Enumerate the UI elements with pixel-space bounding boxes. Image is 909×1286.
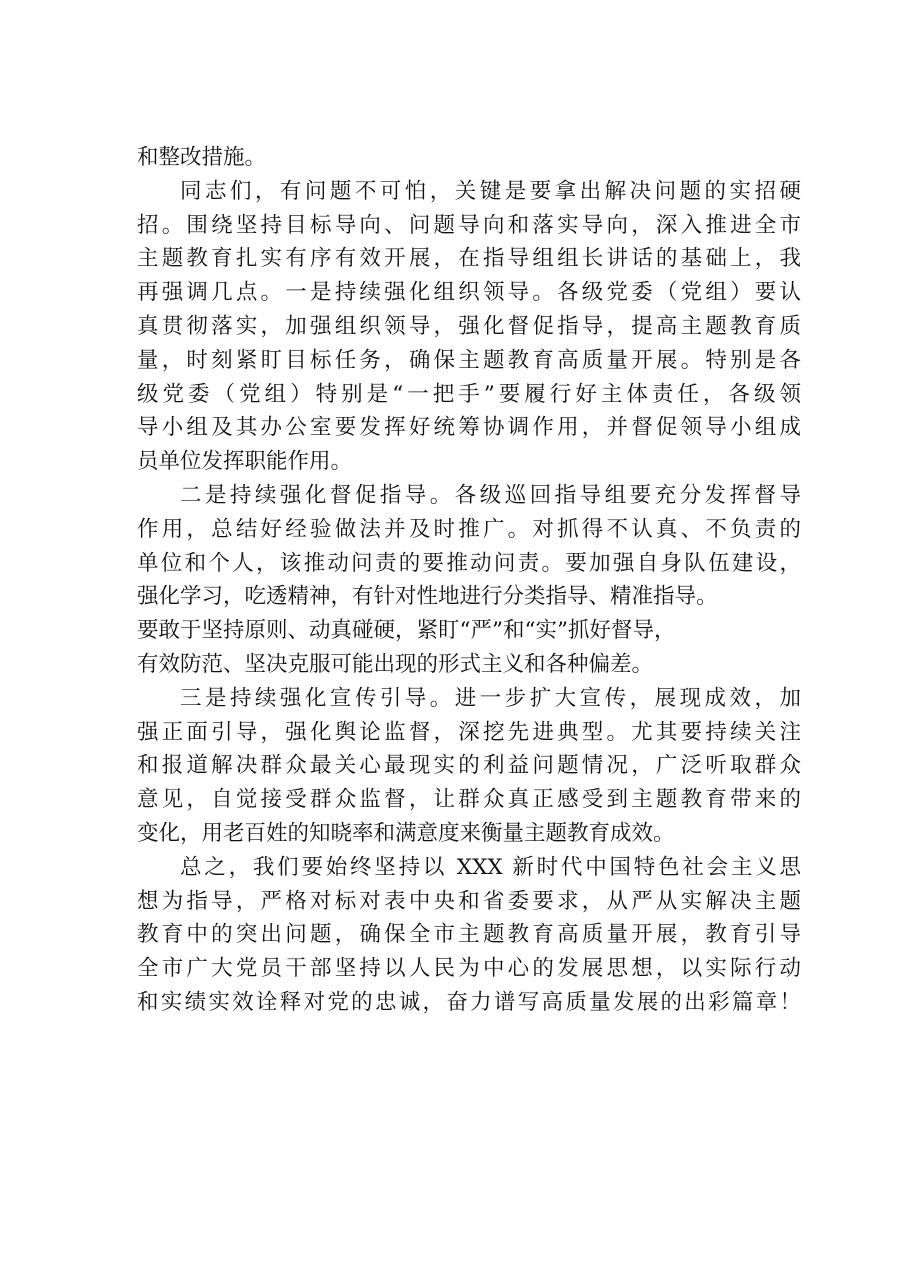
text-line: 招。围绕坚持目标导向、问题导向和落实导向，深入推进全市 bbox=[137, 212, 801, 238]
text-line: 意见，自觉接受群众监督，让群众真正感受到主题教育带来的 bbox=[137, 787, 801, 813]
text-line: 量，时刻紧盯目标任务，确保主题教育高质量开展。特别是各 bbox=[137, 347, 801, 373]
text-line: 教育中的突出问题，确保全市主题教育高质量开展，教育引导 bbox=[137, 922, 801, 948]
document-body bbox=[137, 141, 801, 1020]
paragraph-start-line: 三是持续强化宣传引导。进一步扩大宣传，展现成效，加 bbox=[180, 685, 801, 711]
text-line: 再强调几点。一是持续强化组织领导。各级党委（党组）要认 bbox=[137, 280, 801, 306]
text-line: 导小组及其办公室要发挥好统筹协调作用，并督促领导小组成 bbox=[137, 415, 801, 441]
text-line: 和报道解决群众最关心最现实的利益问题情况，广泛听取群众 bbox=[137, 753, 801, 779]
text-line: 想为指导，严格对标对表中央和省委要求，从严从实解决主题 bbox=[137, 888, 801, 914]
text-line: 员单位发挥职能作用。 bbox=[137, 449, 353, 475]
text-line: 全市广大党员干部坚持以人民为中心的发展思想，以实际行动 bbox=[137, 956, 801, 982]
text-line: 作用，总结好经验做法并及时推广。对抓得不认真、不负责的 bbox=[137, 516, 801, 542]
text-line: 要敢于坚持原则、动真碰硬，紧盯“严”和“实”抓好督导， bbox=[137, 618, 676, 644]
text-line: 单位和个人，该推动问责的要推动问责。要加强自身队伍建设， bbox=[137, 550, 801, 576]
text-line: 变化，用老百姓的知晓率和满意度来衡量主题教育成效。 bbox=[137, 820, 675, 846]
paragraph-start-line: 同志们，有问题不可怕，关键是要拿出解决问题的实招硬 bbox=[180, 178, 801, 204]
text-line: 强正面引导，强化舆论监督，深挖先进典型。尤其要持续关注 bbox=[137, 719, 801, 745]
text-line: 级党委（党组）特别是“一把手”要履行好主体责任，各级领 bbox=[137, 381, 801, 407]
text-line: 强化学习，吃透精神，有针对性地进行分类指导、精准指导。 bbox=[137, 584, 718, 610]
text-line: 有效防范、坚决克服可能出现的形式主义和各种偏差。 bbox=[137, 651, 654, 677]
text-line: 和整改措施。 bbox=[137, 145, 267, 170]
text-line: 和实绩实效诠释对党的忠诚，奋力谱写高质量发展的出彩篇章！ bbox=[137, 989, 801, 1015]
paragraph-start-line: 总之，我们要始终坚持以 XXX 新时代中国特色社会主义思 bbox=[180, 854, 801, 880]
text-line: 主题教育扎实有序有效开展，在指导组组长讲话的基础上，我 bbox=[137, 246, 801, 272]
paragraph-start-line: 二是持续强化督促指导。各级巡回指导组要充分发挥督导 bbox=[180, 482, 801, 508]
text-line: 真贯彻落实，加强组织领导，强化督促指导，提高主题教育质 bbox=[137, 313, 801, 339]
